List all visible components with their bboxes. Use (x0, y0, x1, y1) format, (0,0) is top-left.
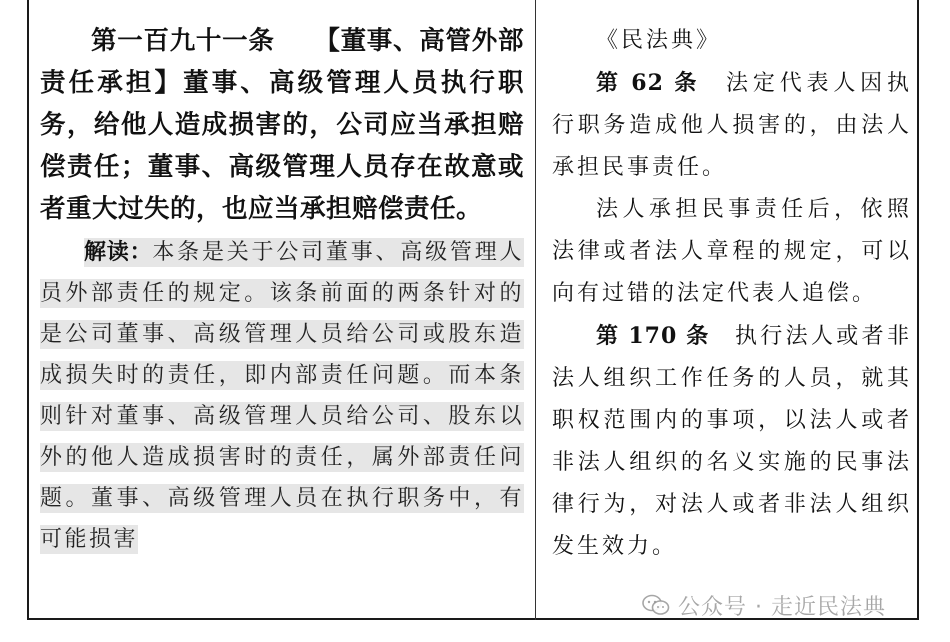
left-column (40, 20, 524, 560)
law-title: 《民法典》 (596, 28, 722, 53)
article-62-paragraph (552, 62, 912, 189)
right-column (552, 20, 912, 568)
article-topic: 【董事、高管外部责任承担】 (40, 26, 524, 98)
interpretation-text: 本条是关于公司董事、高级管理人员外部责任的规定。该条前面的两条针对的是公司董事、高级管理人员给公司或股东造成损失时的责任，即内部责任问题。而本条则针对董事、高级管理人员给公司、股东以外的他人造成损害时的责任，属外部责任问题。董事、高级管理人员在执行职务中，有可能损害 (40, 240, 524, 552)
watermark (642, 590, 886, 620)
watermark-text: 公众号 · 走近民法典 (678, 594, 886, 620)
column-divider (535, 0, 536, 620)
interpretation-paragraph (40, 232, 524, 560)
interpretation-label: 解读： (84, 239, 153, 265)
interpretation-highlight (40, 238, 524, 554)
article-title: 第一百九十一条 (91, 26, 275, 56)
wechat-icon (642, 594, 670, 616)
article-170-paragraph (552, 315, 912, 568)
article-62-text: 法定代表人因执行职务造成他人损害的，由法人承担民事责任。 (552, 71, 912, 180)
article-62-number: 第 62 条 (596, 70, 700, 96)
article-paragraph (40, 20, 524, 230)
article-body: 董事、高级管理人员执行职务，给他人造成损害的，公司应当承担赔偿责任；董事、高级管理人员存在故意或者重大过失的，也应当承担赔偿责任。 (40, 68, 524, 224)
article-170-number: 第 170 条 (596, 323, 710, 349)
article-170-text: 执行法人或者非法人组织工作任务的人员，就其职权范围内的事项，以法人或者非法人组织的名义实施的民事法律行为，对法人或者非法人组织发生效力。 (552, 324, 912, 559)
article-62-paragraph-2: 法人承担民事责任后，依照法律或者法人章程的规定，可以向有过错的法定代表人追偿。 (552, 197, 912, 306)
